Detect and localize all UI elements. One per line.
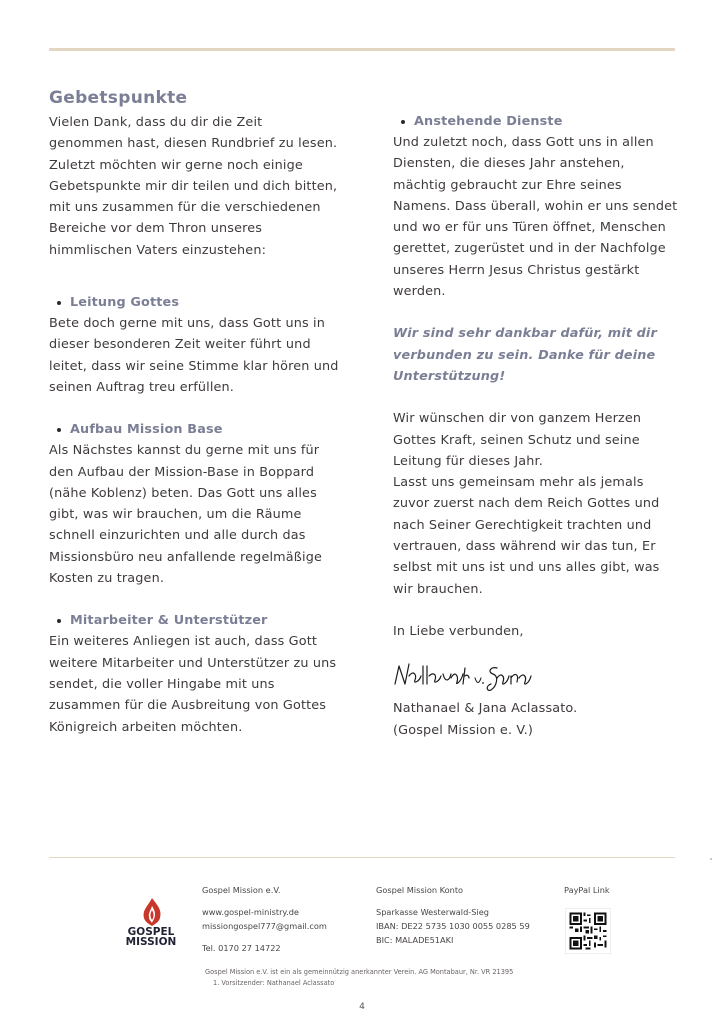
legal-notice bbox=[205, 967, 513, 989]
right-column bbox=[393, 111, 678, 741]
bank-name: Sparkasse Westerwald-Sieg bbox=[376, 907, 489, 917]
sender-organization: (Gospel Mission e. V.) bbox=[393, 722, 533, 738]
paypal-qr-code-icon[interactable] bbox=[565, 908, 611, 954]
wish-paragraph-1: Wir wünschen dir von ganzem Herzen Gottes Kraft, seinen Schutz und seine Leitung für dieses Jahr. bbox=[393, 411, 642, 469]
footer-contact-heading: Gospel Mission e.V. bbox=[202, 885, 281, 895]
top-divider bbox=[49, 48, 675, 51]
prayer-point-title: Mitarbeiter & Unterstützer bbox=[49, 610, 339, 631]
footer-paypal bbox=[564, 883, 610, 905]
prayer-point-text: Bete doch gerne mit uns, dass Gott uns in dieser besonderen Zeit weiter führt und leitet, dass wir seine Stimme klar hören und seinen Auftrag treu erfüllen. bbox=[49, 316, 339, 395]
prayer-point-text: Und zuletzt noch, dass Gott uns in allen Diensten, die dieses Jahr anstehen, mächtig gebraucht zur Ehre seines Namens. Dass überall, wohin er uns sendet und wo er für uns Türen öffnet, Menschen gerettet, zugerüstet und in der Nachfolge unseres Herrn Jesus Christus gestärkt werden. bbox=[393, 135, 678, 300]
prayer-point-title: Leitung Gottes bbox=[49, 292, 339, 313]
thanks-statement: Wir sind sehr dankbar dafür, mit dir verbunden zu sein. Danke für deine Unterstützung! bbox=[393, 326, 657, 384]
prayer-point-text: Als Nächstes kannst du gerne mit uns für den Aufbau der Mission-Base in Boppard (nähe Koblenz) beten. Das Gott uns alles gibt, was wir brauchen, um die Räume schnell einzurichten und alle durch das Missionsbüro neu anfallende regelmäßige Kosten zu tragen. bbox=[49, 443, 322, 587]
website-link[interactable]: www.gospel-ministry.de bbox=[202, 907, 299, 917]
email-link[interactable]: missiongospel777@gmail.com bbox=[202, 921, 327, 931]
page-number: 4 bbox=[359, 1002, 365, 1012]
footer-contact bbox=[202, 883, 327, 955]
page-title: Gebetspunkte bbox=[49, 88, 188, 108]
bank-iban: IBAN: DE22 5735 1030 0055 0285 59 bbox=[376, 921, 530, 931]
prayer-point-title: Aufbau Mission Base bbox=[49, 419, 339, 440]
handwritten-signature bbox=[393, 654, 543, 694]
footer-divider bbox=[49, 857, 675, 858]
footer-bank-heading: Gospel Mission Konto bbox=[376, 885, 464, 895]
sender-names: Nathanael & Jana Aclassato. bbox=[393, 701, 578, 717]
paypal-heading: PayPal Link bbox=[564, 885, 610, 895]
footer-bank bbox=[376, 883, 530, 947]
phone-number: Tel. 0170 27 14722 bbox=[202, 943, 281, 953]
prayer-point-title: Anstehende Dienste bbox=[393, 111, 678, 132]
prayer-point-text: Ein weiteres Anliegen ist auch, dass Gott weitere Mitarbeiter und Unterstützer zu uns sendet, die voller Hingabe mit uns zusammen für die Ausbreitung von Gottes Königreich arbeiten möchten. bbox=[49, 634, 337, 735]
intro-paragraph-2: Zuletzt möchten wir gerne noch einige Gebetspunkte mir dir teilen und dich bitten, mit uns zusammen für die verschiedenen Bereiche vor dem Thron unseres himmlischen Vaters einzustehen: bbox=[49, 157, 338, 258]
legal-registration: Gospel Mission e.V. ist ein als gemeinnützig anerkannter Verein. AG Montabaur, Nr. VR 21395 bbox=[205, 968, 514, 976]
left-column bbox=[49, 86, 339, 738]
bank-bic: BIC: MALADE51AKI bbox=[376, 935, 454, 945]
wish-paragraph-2: Lasst uns gemeinsam mehr als jemals zuvor zuerst nach dem Reich Gottes und nach Seiner Gerechtigkeit trachten und vertrauen, dass während wir das tun, Er selbst mit uns ist und uns alles gibt, was wir brauchen. bbox=[393, 475, 660, 597]
legal-chairman: 1. Vorsitzender: Nathanael Aclassato bbox=[213, 979, 335, 987]
intro-paragraph-1: Vielen Dank, dass du dir die Zeit genommen hast, diesen Rundbrief zu lesen. bbox=[49, 115, 338, 152]
closing-line: In Liebe verbunden, bbox=[393, 623, 524, 639]
logo-wordmark: GOSPEL MISSION bbox=[125, 926, 177, 948]
